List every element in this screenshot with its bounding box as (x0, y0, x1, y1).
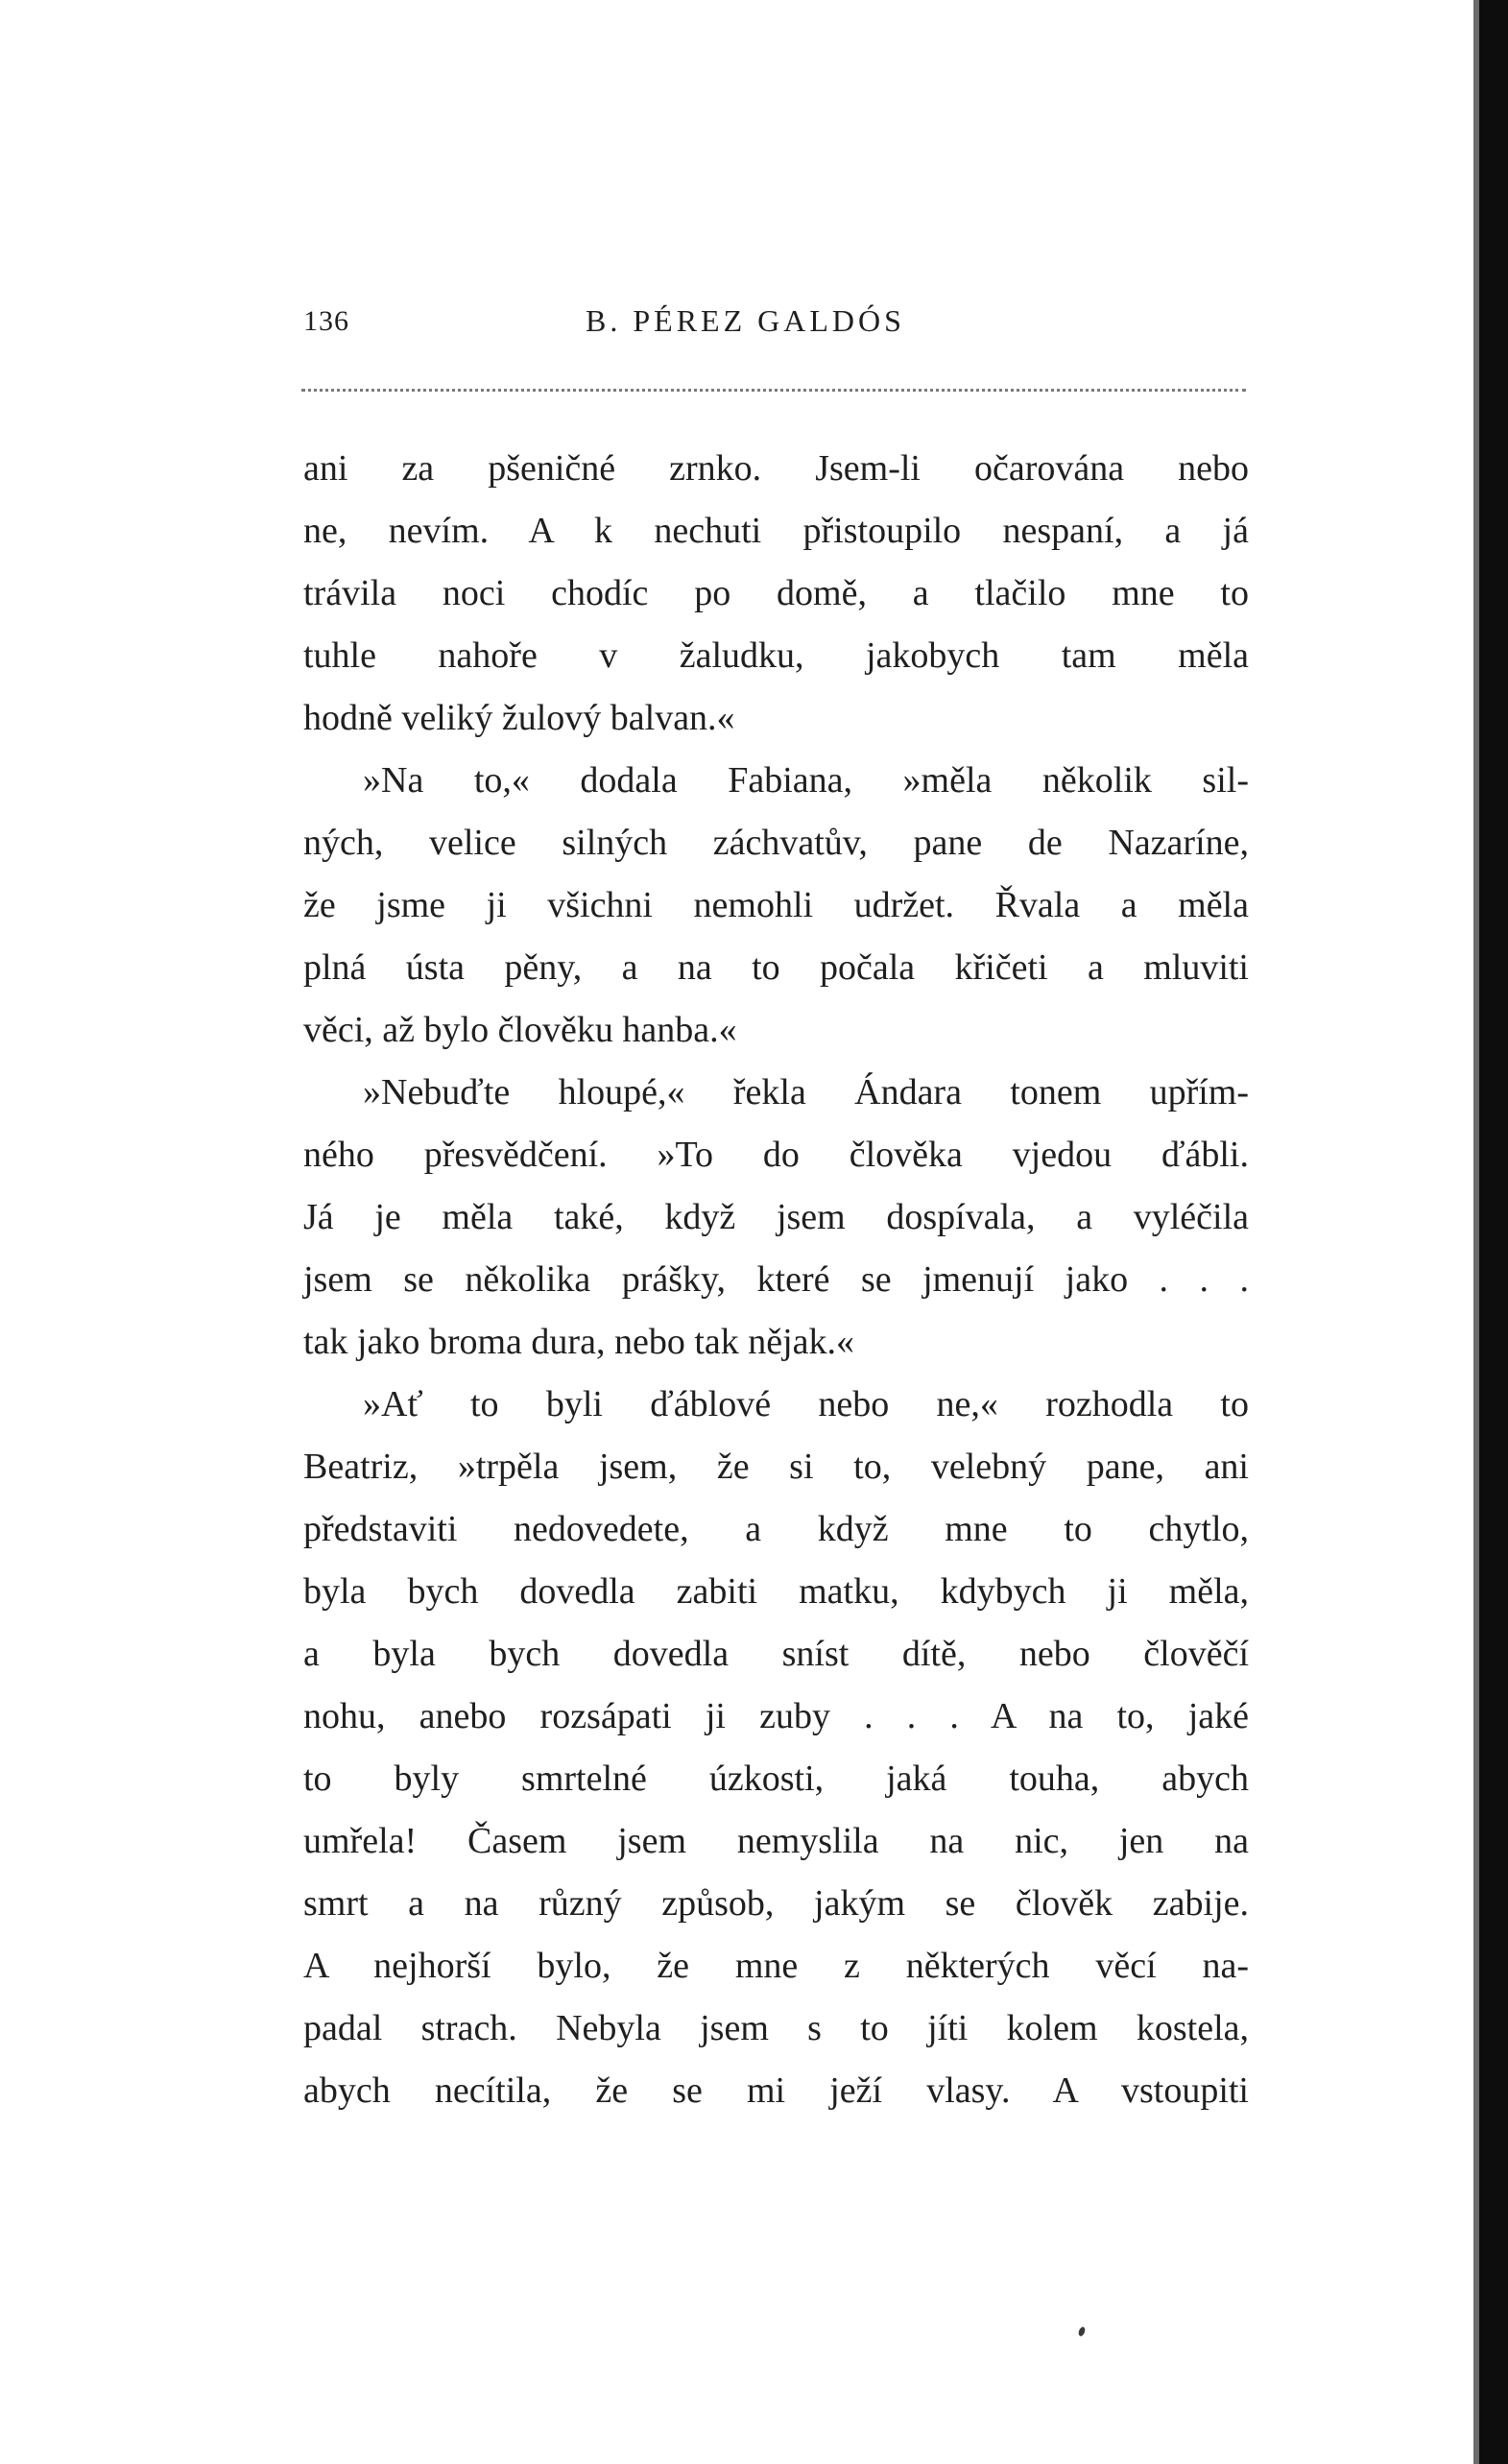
text-line: »Nebuďte hloupé,« řekla Ándara tonem upřím- (363, 1072, 1249, 1112)
ink-speck (1077, 2326, 1086, 2336)
text-line: umřela! Časem jsem nemyslila na nic, jen na (303, 1821, 1249, 1861)
text-line: věci, až bylo člověku hanba.« (303, 1010, 737, 1050)
text-line: jsem se několika prášky, které se jmenují jako . . . (303, 1259, 1249, 1300)
page-edge (1479, 0, 1508, 2464)
header-author: B. PÉREZ GALDÓS (586, 303, 905, 338)
text-line: tak jako broma dura, nebo tak nějak.« (303, 1322, 855, 1362)
text-line: nohu, anebo rozsápati ji zuby . . . A na to, jaké (303, 1696, 1249, 1736)
text-line: plná ústa pěny, a na to počala křičeti a mluviti (303, 947, 1249, 988)
text-line: »Ať to byli ďáblové nebo ne,« rozhodla to (363, 1384, 1249, 1424)
text-line: a byla bych dovedla sníst dítě, nebo člověčí (303, 1634, 1249, 1674)
text-line: padal strach. Nebyla jsem s to jíti kolem kostela, (303, 2008, 1249, 2048)
text-line: byla bych dovedla zabiti matku, kdybych ji měla, (303, 1571, 1249, 1612)
text-line: hodně veliký žulový balvan.« (303, 698, 735, 738)
text-line: představiti nedovedete, a když mne to chytlo, (303, 1509, 1249, 1549)
text-line: ne, nevím. A k nechuti přistoupilo nespaní, a já (303, 511, 1249, 551)
text-line: trávila noci chodíc po domě, a tlačilo mne to (303, 573, 1249, 613)
text-line: ných, velice silných záchvatův, pane de Nazaríne, (303, 823, 1249, 863)
header-divider (301, 389, 1246, 392)
text-line: Já je měla také, když jsem dospívala, a vyléčila (303, 1197, 1249, 1237)
text-line: »Na to,« dodala Fabiana, »měla několik sil- (363, 760, 1249, 801)
text-line: že jsme ji všichni nemohli udržet. Řvala a měla (303, 885, 1249, 925)
text-line: tuhle nahoře v žaludku, jakobych tam měla (303, 635, 1249, 676)
text-line: ného přesvědčení. »To do člověka vjedou ďábli. (303, 1135, 1249, 1175)
page-number: 136 (303, 305, 349, 337)
text-line: smrt a na různý způsob, jakým se člověk zabije. (303, 1883, 1249, 1924)
text-line: ani za pšeničné zrnko. Jsem-li očarována nebo (303, 448, 1249, 489)
text-line: to byly smrtelné úzkosti, jaká touha, abych (303, 1758, 1249, 1799)
text-line: Beatriz, »trpěla jsem, že si to, velebný pane, ani (303, 1447, 1249, 1487)
running-head (303, 299, 1263, 347)
text-line: A nejhorší bylo, že mne z některých věcí na- (303, 1946, 1249, 1986)
text-line: abych necítila, že se mi ježí vlasy. A vstoupiti (303, 2070, 1249, 2111)
body-text (303, 438, 1249, 2122)
